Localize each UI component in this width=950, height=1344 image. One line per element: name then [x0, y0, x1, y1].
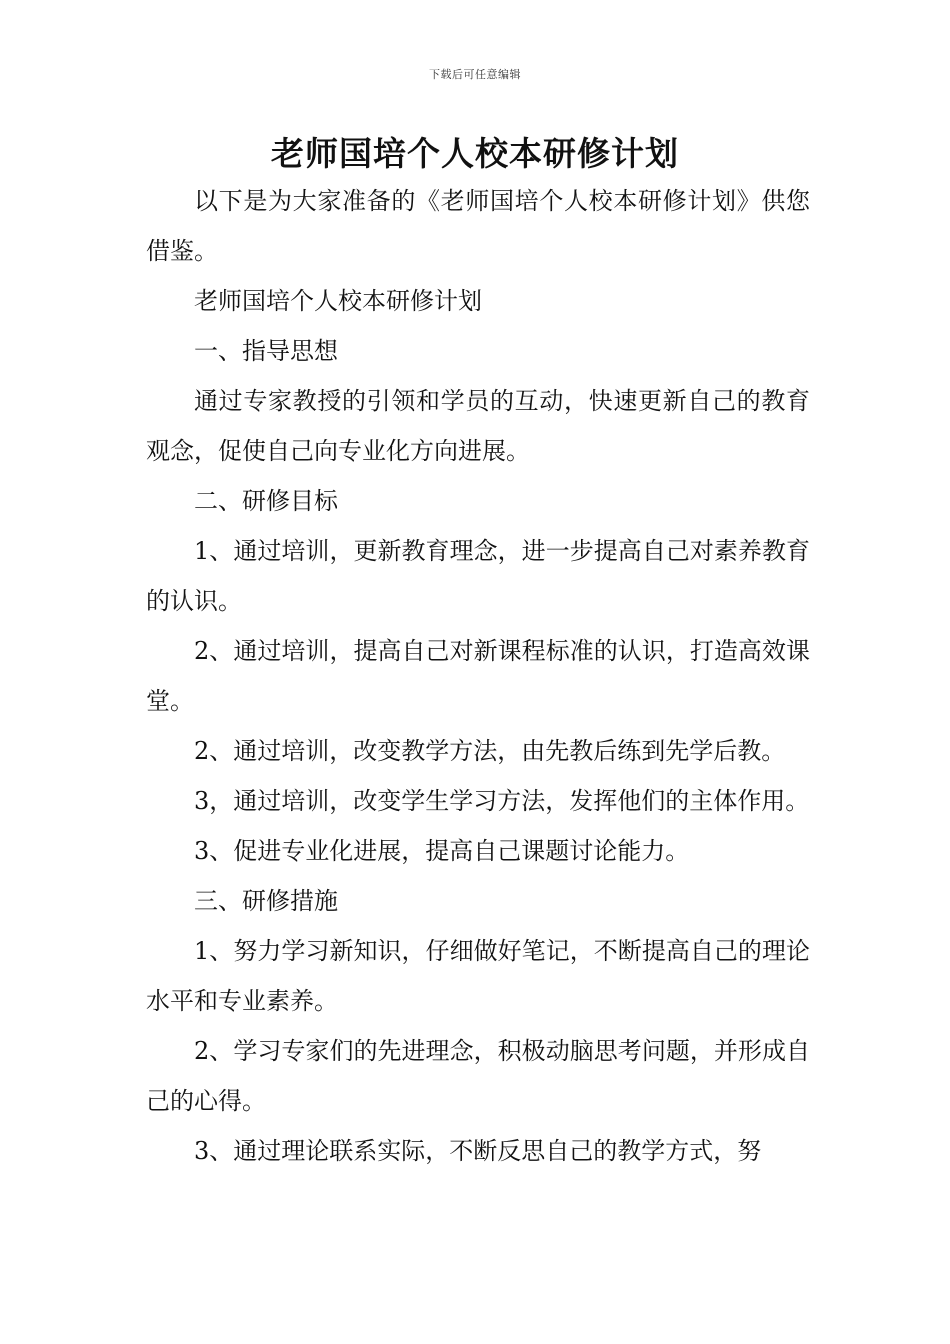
section-heading-goals: 二、研修目标: [194, 487, 338, 515]
section-heading-measures: 三、研修措施: [194, 887, 338, 915]
list-item: 1、努力学习新知识，仔细做好笔记，不断提高自己的理论水平和专业素养。: [146, 937, 810, 1015]
list-item: 2、通过培训，改变教学方法，由先教后练到先学后教。: [194, 737, 786, 765]
header-note: 下载后可任意编辑: [429, 68, 521, 81]
document-body: [146, 176, 810, 1176]
paragraph: 通过专家教授的引领和学员的互动，快速更新自己的教育观念，促使自己向专业化方向进展。: [146, 387, 810, 465]
list-item: 3、促进专业化进展，提高自己课题讨论能力。: [194, 837, 690, 865]
list-item: 3、通过理论联系实际，不断反思自己的教学方式，努: [194, 1137, 762, 1165]
list-item: 2、通过培训，提高自己对新课程标准的认识，打造高效课堂。: [146, 637, 810, 715]
list-item: 2、学习专家们的先进理念，积极动脑思考问题，并形成自己的心得。: [146, 1037, 810, 1115]
document-title: 老师国培个人校本研修计划: [271, 134, 679, 173]
paragraph-intro: 以下是为大家准备的《老师国培个人校本研修计划》供您借鉴。: [146, 187, 810, 265]
list-item: 1、通过培训，更新教育理念，进一步提高自己对素养教育的认识。: [146, 537, 810, 615]
section-heading-guiding-ideas: 一、指导思想: [194, 337, 338, 365]
list-item: 3，通过培训，改变学生学习方法，发挥他们的主体作用。: [194, 787, 810, 815]
paragraph-subtitle: 老师国培个人校本研修计划: [194, 287, 482, 315]
